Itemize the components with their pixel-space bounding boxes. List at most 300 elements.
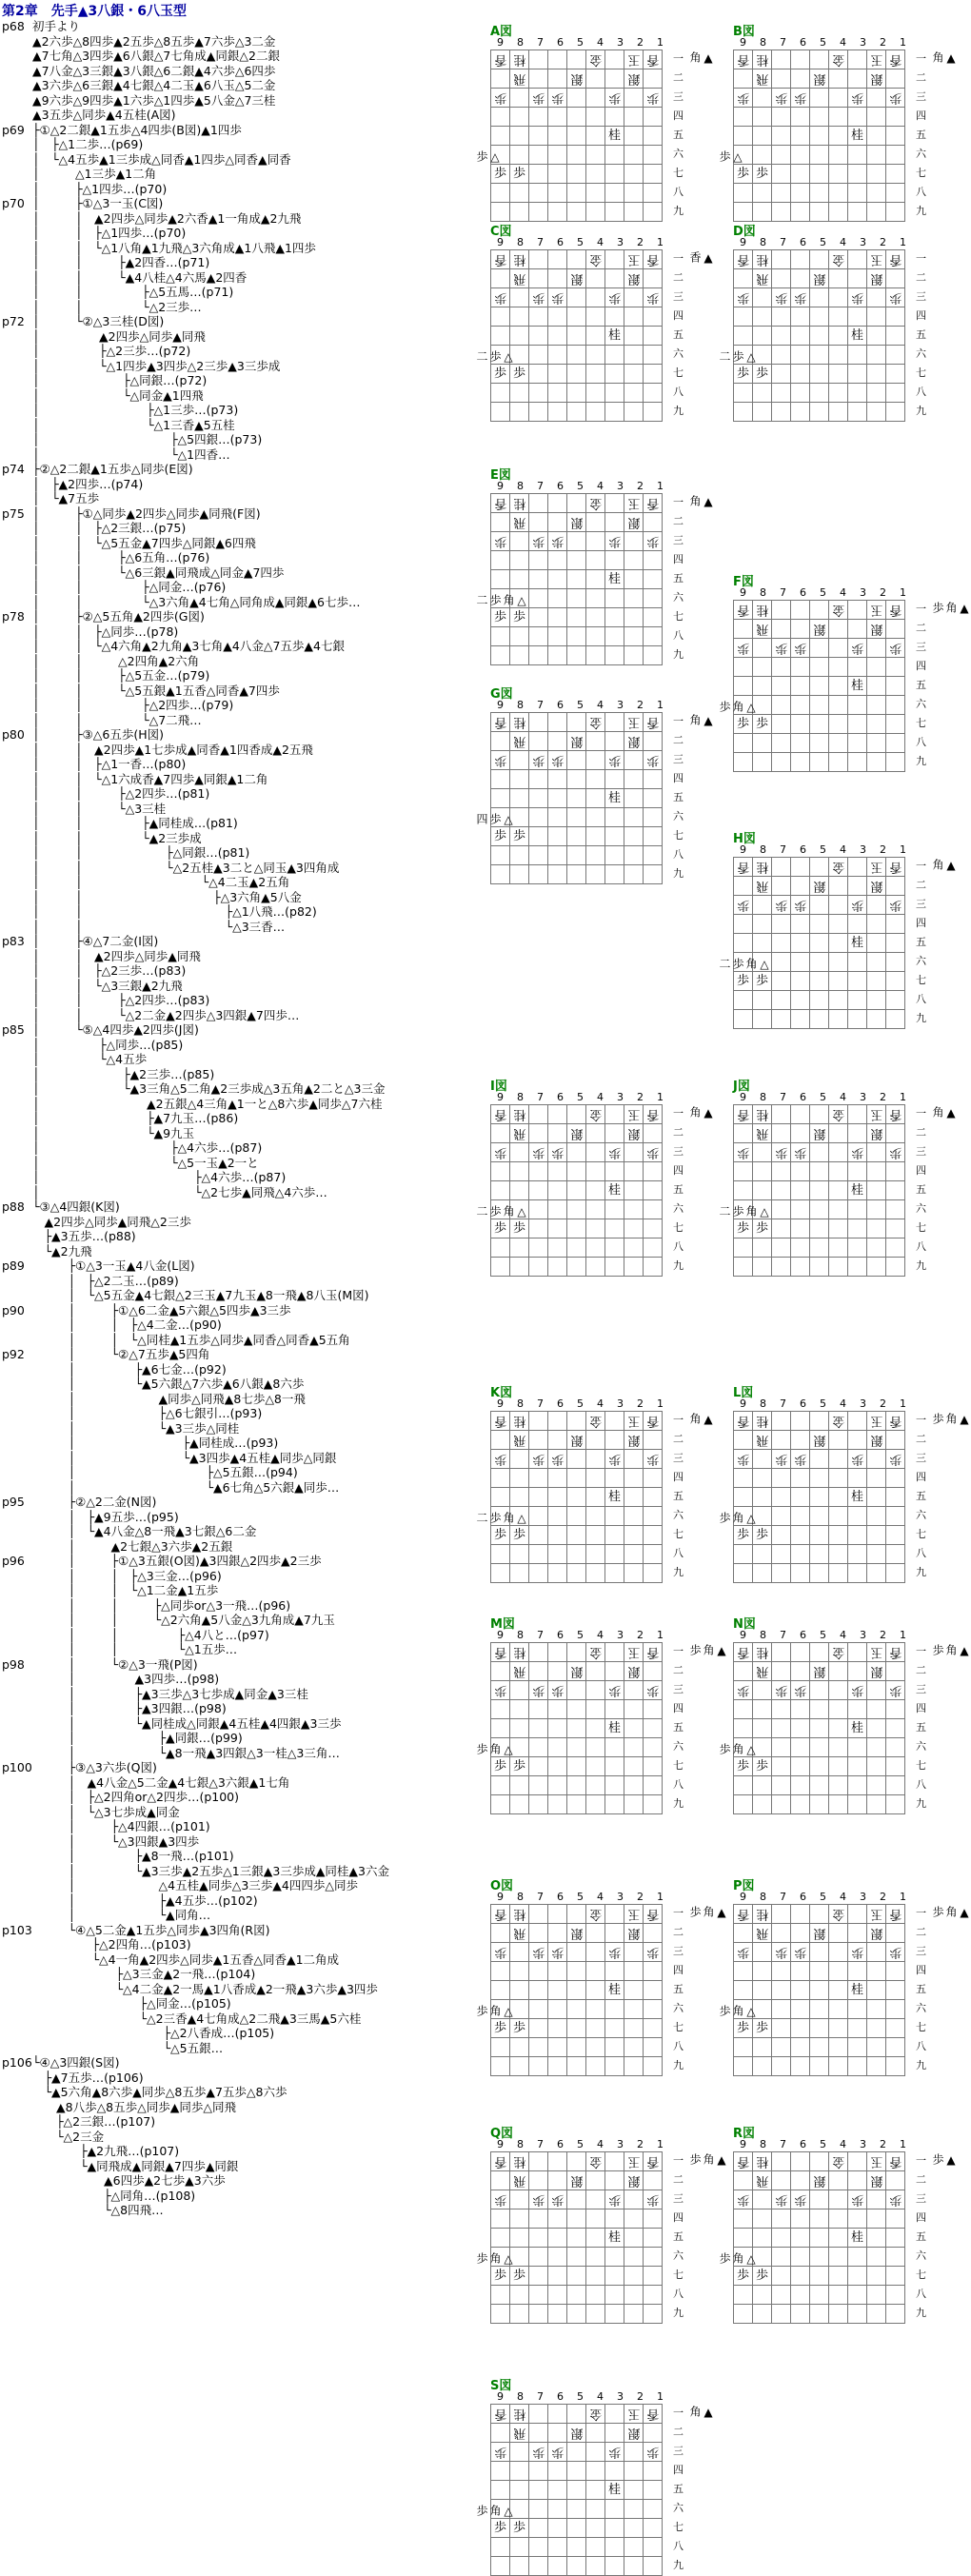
move-line: │ └▲3三角△5二角▲2三歩成△3五角▲2二と△3三金 xyxy=(32,1081,386,1096)
board-square xyxy=(567,2462,586,2481)
board-square: 歩 xyxy=(644,1943,663,1962)
board-square xyxy=(586,513,605,532)
column-number: 1 xyxy=(657,1891,664,1903)
column-number: 3 xyxy=(860,1397,866,1410)
board-square xyxy=(644,1795,663,1814)
board-square xyxy=(829,1564,848,1583)
column-number: 8 xyxy=(517,236,524,248)
board-square: 歩 xyxy=(491,827,510,846)
board-square xyxy=(605,1238,624,1258)
board-square: 歩 xyxy=(510,2267,529,2286)
board-square: 桂 xyxy=(510,2152,529,2171)
column-numbers xyxy=(733,236,913,248)
board-label: D図 xyxy=(733,225,756,239)
board-square xyxy=(624,288,644,307)
column-number: 8 xyxy=(760,1891,766,1903)
board-square xyxy=(567,127,586,146)
board-square xyxy=(605,1431,624,1450)
board-square xyxy=(491,2209,510,2229)
board-square: 歩 xyxy=(644,288,663,307)
board-label: J図 xyxy=(733,1080,750,1094)
board-square xyxy=(886,346,905,365)
row-numbers xyxy=(916,1642,926,1813)
board-square xyxy=(886,2038,905,2057)
board-square xyxy=(791,346,810,365)
board-square: 銀 xyxy=(624,732,644,751)
board-square: 香 xyxy=(886,250,905,269)
board-square xyxy=(753,1795,772,1814)
board-square xyxy=(586,2443,605,2462)
board-square xyxy=(586,69,605,89)
board-square xyxy=(586,2481,605,2500)
board-square xyxy=(548,2481,567,2500)
board-square: 歩 xyxy=(529,1143,548,1162)
board-square xyxy=(848,2286,867,2305)
board-square xyxy=(548,108,567,127)
board-square: 香 xyxy=(886,1105,905,1124)
board-square xyxy=(529,627,548,646)
board-square xyxy=(644,2000,663,2019)
board-square xyxy=(810,734,829,753)
board-square xyxy=(548,570,567,589)
board-square xyxy=(791,403,810,422)
board-square xyxy=(529,1776,548,1795)
row-number: 四 xyxy=(916,1164,926,1177)
board-grid xyxy=(733,1904,905,2076)
board-square: 歩 xyxy=(886,1943,905,1962)
board-square xyxy=(644,2267,663,2286)
row-number: 一 xyxy=(916,1907,926,1919)
board-square: 歩 xyxy=(734,165,753,184)
move-line: │ ▲同歩△同飛▲8七歩△8一飛 xyxy=(32,1391,306,1406)
board-square: 銀 xyxy=(867,1431,886,1450)
board-square xyxy=(548,846,567,865)
row-number: 七 xyxy=(916,367,926,379)
board-square: 桂 xyxy=(848,934,867,953)
board-square xyxy=(886,953,905,972)
board-square xyxy=(605,646,624,665)
board-square xyxy=(867,288,886,307)
board-square xyxy=(772,69,791,89)
board-square xyxy=(791,658,810,677)
board-square xyxy=(848,365,867,384)
board-square xyxy=(867,658,886,677)
board-square xyxy=(586,589,605,608)
board-square: 銀 xyxy=(810,1924,829,1943)
board-square xyxy=(810,1181,829,1200)
board-square xyxy=(867,2057,886,2076)
board-label: E図 xyxy=(490,468,511,483)
board-square: 歩 xyxy=(734,1526,753,1545)
board-square xyxy=(586,2267,605,2286)
board-square xyxy=(810,1643,829,1662)
board-square xyxy=(772,1010,791,1029)
column-numbers xyxy=(490,2390,670,2403)
row-number: 九 xyxy=(916,405,926,417)
board-square xyxy=(734,1238,753,1258)
board-square xyxy=(586,608,605,627)
board-square xyxy=(886,1488,905,1507)
board-square: 金 xyxy=(829,50,848,69)
board-square xyxy=(548,1162,567,1181)
board-square xyxy=(772,753,791,772)
board-square xyxy=(886,1526,905,1545)
board-square xyxy=(586,2000,605,2019)
board-square xyxy=(586,1681,605,1700)
board-square: 歩 xyxy=(548,1143,567,1162)
board-square xyxy=(567,1962,586,1981)
board-square xyxy=(605,1200,624,1219)
sente-hand: ▲角歩 xyxy=(688,1906,728,1919)
board-square xyxy=(810,127,829,146)
board-square xyxy=(791,991,810,1010)
board-square xyxy=(510,146,529,165)
board-square xyxy=(548,1526,567,1545)
board-square xyxy=(772,1238,791,1258)
board-square xyxy=(829,127,848,146)
move-line: │ │ └△同桂▲1五歩△同歩▲同香△同香▲5五角 xyxy=(32,1332,350,1347)
board-square xyxy=(586,1469,605,1488)
board-square xyxy=(810,1219,829,1238)
move-line: │ ├①△同歩▲2四歩△同歩▲同飛(F図) xyxy=(32,505,261,521)
board-square xyxy=(886,184,905,203)
board-square xyxy=(624,827,644,846)
move-line: └△5五銀… xyxy=(32,2040,224,2055)
board-square: 歩 xyxy=(644,751,663,770)
row-number: 三 xyxy=(916,898,926,910)
row-number: 七 xyxy=(673,610,684,623)
board-square xyxy=(548,50,567,69)
board-square xyxy=(548,1105,567,1124)
board-square xyxy=(586,1162,605,1181)
board-square xyxy=(644,2229,663,2248)
column-number: 3 xyxy=(860,1891,866,1903)
board-square xyxy=(644,846,663,865)
board-square xyxy=(548,165,567,184)
board-square xyxy=(867,1526,886,1545)
board-square xyxy=(567,108,586,127)
row-number: 四 xyxy=(916,1471,926,1483)
board-square: 玉 xyxy=(624,2405,644,2424)
row-number: 六 xyxy=(916,698,926,710)
row-number: 三 xyxy=(673,1452,684,1464)
board-square xyxy=(791,269,810,288)
board-square xyxy=(791,934,810,953)
column-number: 9 xyxy=(740,1629,746,1641)
board-square xyxy=(644,2538,663,2557)
column-number: 5 xyxy=(820,1629,826,1641)
row-number: 六 xyxy=(916,2249,926,2262)
board-square xyxy=(644,146,663,165)
board-square xyxy=(772,2248,791,2267)
move-line: │ ├②△5五角▲2四歩(G図) xyxy=(32,609,205,624)
board-square xyxy=(772,50,791,69)
column-number: 9 xyxy=(740,2138,746,2150)
column-number: 5 xyxy=(577,2138,584,2150)
board-square xyxy=(529,1738,548,1757)
board-square xyxy=(753,658,772,677)
gote-hand: △歩四 xyxy=(475,813,515,826)
column-number: 4 xyxy=(597,1891,604,1903)
board-square xyxy=(605,551,624,570)
board-square xyxy=(848,1124,867,1143)
board-square xyxy=(548,1662,567,1681)
board-square xyxy=(867,934,886,953)
board-square xyxy=(548,1469,567,1488)
board-square: 銀 xyxy=(624,1662,644,1681)
board-square xyxy=(791,1488,810,1507)
row-number: 三 xyxy=(673,90,684,103)
board-square xyxy=(567,2500,586,2519)
board-square xyxy=(810,2229,829,2248)
row-number: 二 xyxy=(673,515,684,527)
board-square: 香 xyxy=(644,50,663,69)
board-square xyxy=(644,184,663,203)
board-square: 歩 xyxy=(491,2519,510,2538)
board-square xyxy=(624,365,644,384)
board-square xyxy=(624,1507,644,1526)
board-square xyxy=(772,658,791,677)
column-number: 6 xyxy=(800,36,806,49)
board-square xyxy=(586,1776,605,1795)
board-square xyxy=(886,1258,905,1277)
sente-hand: ▲歩 xyxy=(931,2153,958,2167)
board-square xyxy=(605,2538,624,2557)
board-grid xyxy=(733,857,905,1029)
board-square xyxy=(791,384,810,403)
board-square xyxy=(772,327,791,346)
move-line: ├△2八香成…(p105) xyxy=(32,2026,275,2040)
board-square xyxy=(605,1738,624,1757)
board-square: 桂 xyxy=(605,2481,624,2500)
column-number: 4 xyxy=(597,480,604,492)
board-square: 歩 xyxy=(734,2019,753,2038)
board-square xyxy=(867,2305,886,2324)
board-square xyxy=(624,789,644,808)
row-number: 三 xyxy=(916,90,926,103)
board-square: 桂 xyxy=(510,1643,529,1662)
board-square xyxy=(567,89,586,108)
move-line: │ │ ├△2四歩…(p83) xyxy=(32,993,210,1007)
board-square xyxy=(624,2019,644,2038)
board-square: 歩 xyxy=(605,288,624,307)
board-square xyxy=(867,1545,886,1564)
column-number: 7 xyxy=(537,2138,544,2150)
board-square xyxy=(734,1469,753,1488)
board-square: 歩 xyxy=(491,2267,510,2286)
board-square xyxy=(734,108,753,127)
column-number: 7 xyxy=(780,1629,786,1641)
board-square: 玉 xyxy=(624,50,644,69)
board-square: 玉 xyxy=(867,1412,886,1431)
board-square xyxy=(772,346,791,365)
board-square xyxy=(605,827,624,846)
board-square: 飛 xyxy=(510,1924,529,1943)
board-square xyxy=(829,269,848,288)
board-square xyxy=(753,677,772,696)
board-square xyxy=(605,2000,624,2019)
row-number: 二 xyxy=(916,271,926,284)
board-square xyxy=(510,2305,529,2324)
board-square: 桂 xyxy=(753,1643,772,1662)
board-square xyxy=(734,269,753,288)
board-square xyxy=(529,808,548,827)
board-square xyxy=(491,627,510,646)
board-square xyxy=(886,696,905,715)
row-number: 七 xyxy=(916,2021,926,2033)
move-line: ├②△2二金(N図) xyxy=(32,1495,157,1509)
board-square xyxy=(605,146,624,165)
board-square xyxy=(791,2305,810,2324)
board-square xyxy=(644,1738,663,1757)
board-square xyxy=(734,1488,753,1507)
board-square xyxy=(810,1469,829,1488)
board-square xyxy=(829,1719,848,1738)
board-square xyxy=(791,1010,810,1029)
board-square xyxy=(644,384,663,403)
board-square xyxy=(567,789,586,808)
board-square xyxy=(829,715,848,734)
board-square xyxy=(867,953,886,972)
board-square: 歩 xyxy=(605,1943,624,1962)
gote-hand: △歩二 xyxy=(475,350,515,364)
board-square xyxy=(791,1924,810,1943)
board-square xyxy=(848,1526,867,1545)
board-square xyxy=(605,1905,624,1924)
board-square xyxy=(624,1564,644,1583)
column-number: 2 xyxy=(637,2390,644,2403)
board-square xyxy=(848,403,867,422)
board-square xyxy=(772,269,791,288)
board-square: 香 xyxy=(886,50,905,69)
board-square: 金 xyxy=(586,2405,605,2424)
column-number: 2 xyxy=(637,1629,644,1641)
column-number: 9 xyxy=(740,1891,746,1903)
row-number: 七 xyxy=(916,1759,926,1772)
column-number: 2 xyxy=(880,843,886,856)
board-square xyxy=(605,1162,624,1181)
board-square xyxy=(753,327,772,346)
column-number: 9 xyxy=(497,2138,504,2150)
board-square xyxy=(810,165,829,184)
move-line: │ └▲6七角△5六銀▲同歩… xyxy=(32,1479,340,1495)
board-square xyxy=(586,288,605,307)
board-square: 玉 xyxy=(867,2152,886,2171)
board-square: 歩 xyxy=(734,896,753,915)
board-square xyxy=(510,2462,529,2481)
move-line: ├②△2二銀▲1五歩△同歩(E図) xyxy=(32,462,193,476)
move-line: │ ├①△3一玉(C図) xyxy=(32,196,164,210)
board-square xyxy=(586,2209,605,2229)
move-line: ▲3五歩△同歩▲4五桂(A図) xyxy=(32,108,176,122)
move-line: │ └▲5六銀△7六歩▲6八銀▲8六歩 xyxy=(32,1377,305,1391)
row-number: 五 xyxy=(673,1490,684,1502)
board-square xyxy=(791,108,810,127)
board-square xyxy=(529,846,548,865)
row-number: 一 xyxy=(673,1907,684,1919)
board-square xyxy=(644,1981,663,2000)
board-square xyxy=(491,513,510,532)
board-square xyxy=(848,2057,867,2076)
board-square: 歩 xyxy=(529,751,548,770)
board-square: 銀 xyxy=(567,1924,586,1943)
board-square xyxy=(791,50,810,69)
board-square xyxy=(753,384,772,403)
board-square xyxy=(529,365,548,384)
board-square: 歩 xyxy=(848,1943,867,1962)
board-square xyxy=(510,1143,529,1162)
board-square: 歩 xyxy=(605,532,624,551)
board-square: 歩 xyxy=(753,365,772,384)
board-square xyxy=(848,877,867,896)
board-square xyxy=(753,1450,772,1469)
board-square xyxy=(791,620,810,639)
board-square xyxy=(867,1162,886,1181)
sente-hand: ▲角歩 xyxy=(688,1644,728,1657)
board-square xyxy=(529,1200,548,1219)
row-number: 六 xyxy=(916,2002,926,2014)
board-square xyxy=(810,2019,829,2038)
board-square xyxy=(772,2152,791,2171)
board-square: 歩 xyxy=(529,89,548,108)
column-number: 8 xyxy=(517,699,524,711)
column-numbers xyxy=(490,699,670,711)
move-line: │ ├▲3四銀…(p98) xyxy=(32,1701,227,1715)
board-square xyxy=(829,2057,848,2076)
board-square xyxy=(886,1200,905,1219)
move-line: │ ├△同銀…(p72) xyxy=(32,373,208,387)
column-number: 5 xyxy=(577,1091,584,1103)
board-square xyxy=(772,184,791,203)
board-square xyxy=(848,1258,867,1277)
column-number: 6 xyxy=(800,2138,806,2150)
board-square xyxy=(491,2171,510,2190)
board-square xyxy=(529,1924,548,1943)
move-line: │ │ ├△同歩…(p78) xyxy=(32,624,179,639)
board-square xyxy=(586,203,605,222)
board-square xyxy=(491,2057,510,2076)
row-number: 七 xyxy=(673,167,684,179)
board-square: 桂 xyxy=(510,1105,529,1124)
board-square xyxy=(772,307,791,327)
board-square: 歩 xyxy=(848,639,867,658)
column-number: 9 xyxy=(497,1091,504,1103)
board-square xyxy=(529,327,548,346)
column-number: 2 xyxy=(637,236,644,248)
board-square xyxy=(848,658,867,677)
board-square: 桂 xyxy=(753,2152,772,2171)
move-line: │ │ ▲2四歩▲1七歩成▲同香▲1四香成▲2五飛 xyxy=(32,742,313,757)
row-number: 三 xyxy=(916,1945,926,1957)
row-number: 一 xyxy=(916,52,926,65)
board-square xyxy=(624,1700,644,1719)
board-square: 桂 xyxy=(605,2229,624,2248)
board-square xyxy=(491,789,510,808)
board-square xyxy=(624,1258,644,1277)
row-number: 六 xyxy=(673,2249,684,2262)
board-square: 歩 xyxy=(644,1143,663,1162)
board-square: 桂 xyxy=(510,1412,529,1431)
move-line: │ ▲3四歩…(p98) xyxy=(32,1672,220,1686)
board-square xyxy=(644,1545,663,1564)
column-number: 8 xyxy=(517,1891,524,1903)
board-grid xyxy=(490,50,663,222)
board-square xyxy=(644,1700,663,1719)
board-square xyxy=(529,2267,548,2286)
gote-hand: △角歩 xyxy=(718,1743,758,1756)
board-square xyxy=(644,2019,663,2038)
board-square xyxy=(791,1757,810,1776)
